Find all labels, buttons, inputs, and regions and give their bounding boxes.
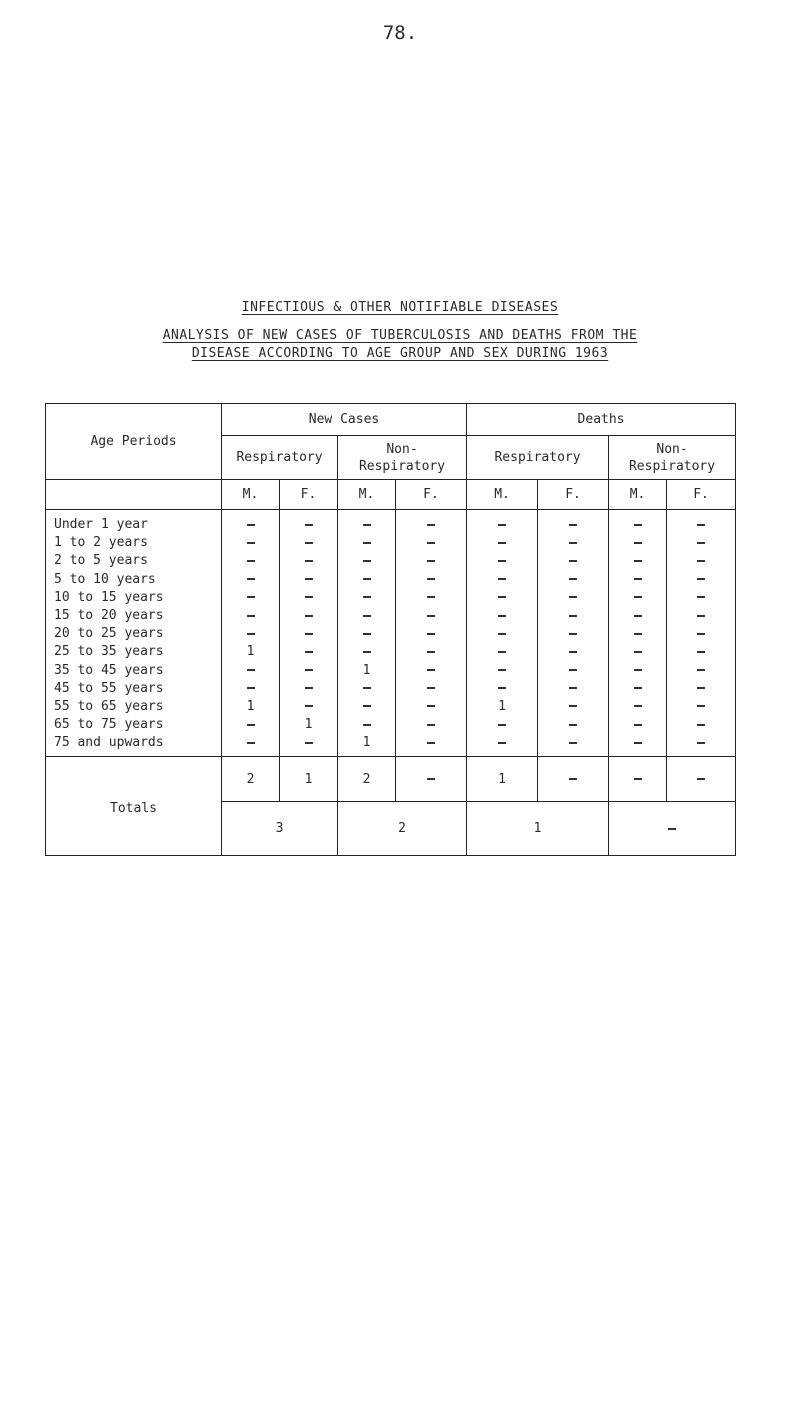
dash-mark (498, 669, 506, 671)
dash-mark (363, 542, 371, 544)
dash-mark (247, 687, 255, 689)
value-cell (538, 680, 609, 698)
dash-mark (569, 687, 577, 689)
dash-mark (697, 578, 705, 580)
combined-total: 2 (338, 802, 467, 856)
age-period-cell: 35 to 45 years (46, 662, 222, 680)
value-cell (338, 534, 396, 552)
dash-mark (634, 705, 642, 707)
age-period-cell: 25 to 35 years (46, 643, 222, 661)
new-cases-header: New Cases (222, 404, 467, 436)
dash-mark (498, 687, 506, 689)
dash-mark (697, 705, 705, 707)
dash-mark (305, 578, 313, 580)
subheader: Respiratory (467, 436, 609, 480)
dash-mark (247, 742, 255, 744)
value-cell (280, 643, 338, 661)
value-cell (280, 589, 338, 607)
value-cell (338, 607, 396, 625)
value-cell (609, 734, 667, 757)
value-cell (222, 589, 280, 607)
age-period-cell: 75 and upwards (46, 734, 222, 757)
dash-mark (305, 542, 313, 544)
dash-mark (569, 778, 577, 780)
value-cell (667, 607, 736, 625)
table-row (46, 680, 736, 698)
sex-header: F. (538, 480, 609, 510)
value-cell (396, 510, 467, 535)
totals-label: Totals (46, 757, 222, 856)
dash-mark (427, 705, 435, 707)
dash-mark (498, 596, 506, 598)
total-cell (667, 757, 736, 802)
table-row (46, 534, 736, 552)
dash-mark (569, 705, 577, 707)
value-cell (338, 552, 396, 570)
dash-mark (697, 669, 705, 671)
value-cell (538, 716, 609, 734)
dash-mark (697, 778, 705, 780)
value-cell (222, 716, 280, 734)
dash-mark (634, 524, 642, 526)
dash-mark (363, 524, 371, 526)
value-cell (609, 698, 667, 716)
value-cell (396, 643, 467, 661)
total-cell: 1 (467, 757, 538, 802)
value-cell: 1 (222, 643, 280, 661)
table-totals (46, 757, 736, 856)
value-cell (467, 734, 538, 757)
combined-total: 1 (467, 802, 609, 856)
combined-total: 3 (222, 802, 338, 856)
dash-mark (569, 615, 577, 617)
value-cell (396, 552, 467, 570)
dash-mark (569, 578, 577, 580)
value-cell (280, 534, 338, 552)
value-cell: 1 (338, 734, 396, 757)
table-row (46, 510, 736, 535)
dash-mark (697, 742, 705, 744)
age-period-cell: 5 to 10 years (46, 571, 222, 589)
value-cell (222, 607, 280, 625)
combined-total (609, 802, 736, 856)
dash-mark (427, 542, 435, 544)
value-cell (538, 643, 609, 661)
dash-mark (305, 560, 313, 562)
value-cell (467, 510, 538, 535)
value-cell (609, 643, 667, 661)
title-line-2-text: DISEASE ACCORDING TO AGE GROUP AND SEX DURING 1963 (191, 346, 609, 361)
dash-mark (569, 524, 577, 526)
dash-mark (697, 596, 705, 598)
value-cell (338, 643, 396, 661)
dash-mark (498, 542, 506, 544)
value-cell (667, 625, 736, 643)
dash-mark (697, 633, 705, 635)
value-cell (338, 680, 396, 698)
value-cell (667, 734, 736, 757)
dash-mark (668, 828, 676, 830)
age-period-cell: 45 to 55 years (46, 680, 222, 698)
value-cell (609, 716, 667, 734)
table-row (46, 552, 736, 570)
dash-mark (634, 687, 642, 689)
value-cell (338, 571, 396, 589)
value-cell (222, 552, 280, 570)
sex-header: M. (467, 480, 538, 510)
dash-mark (247, 524, 255, 526)
dash-mark (305, 705, 313, 707)
dash-mark (427, 596, 435, 598)
deaths-header: Deaths (467, 404, 736, 436)
sex-header: F. (667, 480, 736, 510)
table-row (46, 571, 736, 589)
dash-mark (363, 687, 371, 689)
dash-mark (305, 633, 313, 635)
value-cell (538, 625, 609, 643)
value-cell (467, 571, 538, 589)
value-cell (222, 510, 280, 535)
value-cell (609, 589, 667, 607)
value-cell (538, 571, 609, 589)
dash-mark (427, 633, 435, 635)
value-cell (338, 510, 396, 535)
dash-mark (569, 633, 577, 635)
dash-mark (697, 687, 705, 689)
dash-mark (634, 633, 642, 635)
dash-mark (634, 615, 642, 617)
dash-mark (634, 560, 642, 562)
dash-mark (634, 669, 642, 671)
dash-mark (498, 560, 506, 562)
age-period-cell: 65 to 75 years (46, 716, 222, 734)
value-cell (396, 716, 467, 734)
value-cell (280, 680, 338, 698)
dash-mark (569, 596, 577, 598)
value-cell (338, 625, 396, 643)
value-cell (280, 510, 338, 535)
value-cell (467, 607, 538, 625)
table-row (46, 716, 736, 734)
value-cell (667, 510, 736, 535)
dash-mark (363, 633, 371, 635)
dash-mark (427, 524, 435, 526)
value-cell (609, 662, 667, 680)
value-cell: 1 (467, 698, 538, 716)
value-cell (467, 589, 538, 607)
value-cell: 1 (280, 716, 338, 734)
dash-mark (634, 724, 642, 726)
value-cell (467, 534, 538, 552)
total-cell: 1 (280, 757, 338, 802)
dash-mark (305, 596, 313, 598)
dash-mark (498, 524, 506, 526)
value-cell (222, 625, 280, 643)
age-period-cell: Under 1 year (46, 510, 222, 535)
age-period-cell: 10 to 15 years (46, 589, 222, 607)
value-cell (396, 589, 467, 607)
subheader: Respiratory (222, 436, 338, 480)
title-line-1-text: ANALYSIS OF NEW CASES OF TUBERCULOSIS AND DEATHS FROM THE (162, 328, 638, 343)
dash-mark (247, 542, 255, 544)
dash-mark (305, 669, 313, 671)
value-cell (667, 716, 736, 734)
value-cell (667, 571, 736, 589)
value-cell (467, 662, 538, 680)
value-cell (222, 534, 280, 552)
dash-mark (569, 651, 577, 653)
age-period-cell: 2 to 5 years (46, 552, 222, 570)
dash-mark (697, 724, 705, 726)
value-cell (280, 734, 338, 757)
value-cell (609, 534, 667, 552)
dash-mark (697, 560, 705, 562)
table-header (46, 404, 736, 510)
dash-mark (498, 578, 506, 580)
total-cell: 2 (338, 757, 396, 802)
value-cell (396, 734, 467, 757)
dash-mark (363, 596, 371, 598)
value-cell (609, 552, 667, 570)
dash-mark (569, 724, 577, 726)
value-cell (667, 534, 736, 552)
dash-mark (305, 524, 313, 526)
value-cell (280, 662, 338, 680)
value-cell (222, 662, 280, 680)
dash-mark (498, 633, 506, 635)
value-cell (280, 698, 338, 716)
total-cell: 2 (222, 757, 280, 802)
value-cell (280, 571, 338, 589)
value-cell (609, 625, 667, 643)
table-row (46, 698, 736, 716)
table-row (46, 589, 736, 607)
value-cell (338, 716, 396, 734)
total-cell (538, 757, 609, 802)
age-period-cell: 1 to 2 years (46, 534, 222, 552)
value-cell (538, 589, 609, 607)
dash-mark (247, 633, 255, 635)
dash-mark (697, 542, 705, 544)
dash-mark (634, 542, 642, 544)
dash-mark (247, 596, 255, 598)
value-cell (667, 680, 736, 698)
value-cell (222, 734, 280, 757)
value-cell (467, 680, 538, 698)
dash-mark (498, 651, 506, 653)
dash-mark (305, 687, 313, 689)
tuberculosis-table (45, 403, 736, 856)
dash-mark (247, 669, 255, 671)
dash-mark (427, 724, 435, 726)
dash-mark (363, 560, 371, 562)
dash-mark (427, 669, 435, 671)
value-cell (667, 698, 736, 716)
sex-header: M. (609, 480, 667, 510)
sex-header: F. (280, 480, 338, 510)
dash-mark (427, 560, 435, 562)
value-cell: 1 (222, 698, 280, 716)
dash-mark (569, 560, 577, 562)
value-cell (396, 662, 467, 680)
dash-mark (498, 742, 506, 744)
age-periods-header: Age Periods (46, 404, 222, 480)
title-line-1 (0, 328, 800, 343)
value-cell (280, 607, 338, 625)
dash-mark (247, 560, 255, 562)
dash-mark (498, 615, 506, 617)
value-cell (609, 571, 667, 589)
value-cell (396, 571, 467, 589)
dash-mark (634, 578, 642, 580)
section-heading-text: INFECTIOUS & OTHER NOTIFIABLE DISEASES (241, 300, 559, 315)
dash-mark (697, 651, 705, 653)
dash-mark (427, 742, 435, 744)
value-cell (222, 571, 280, 589)
sex-row-blank (46, 480, 222, 510)
page-number: 78. (382, 22, 418, 44)
dash-mark (427, 778, 435, 780)
value-cell: 1 (338, 662, 396, 680)
value-cell (280, 625, 338, 643)
dash-mark (363, 615, 371, 617)
dash-mark (305, 615, 313, 617)
dash-mark (305, 651, 313, 653)
dash-mark (634, 651, 642, 653)
value-cell (667, 589, 736, 607)
sex-header: M. (338, 480, 396, 510)
value-cell (609, 607, 667, 625)
dash-mark (427, 651, 435, 653)
value-cell (667, 662, 736, 680)
sex-header: M. (222, 480, 280, 510)
value-cell (396, 607, 467, 625)
section-heading (0, 300, 800, 315)
dash-mark (634, 596, 642, 598)
dash-mark (247, 615, 255, 617)
value-cell (667, 643, 736, 661)
value-cell (538, 607, 609, 625)
dash-mark (363, 651, 371, 653)
value-cell (538, 552, 609, 570)
value-cell (467, 716, 538, 734)
dash-mark (697, 524, 705, 526)
dash-mark (569, 742, 577, 744)
dash-mark (363, 724, 371, 726)
age-period-cell: 20 to 25 years (46, 625, 222, 643)
table-row (46, 643, 736, 661)
table-row (46, 734, 736, 757)
age-period-cell: 15 to 20 years (46, 607, 222, 625)
value-cell (338, 698, 396, 716)
value-cell (538, 734, 609, 757)
value-cell (396, 680, 467, 698)
value-cell (609, 510, 667, 535)
dash-mark (363, 705, 371, 707)
dash-mark (634, 742, 642, 744)
value-cell (538, 698, 609, 716)
value-cell (396, 698, 467, 716)
value-cell (538, 534, 609, 552)
value-cell (609, 680, 667, 698)
total-cell (396, 757, 467, 802)
value-cell (280, 552, 338, 570)
value-cell (338, 589, 396, 607)
dash-mark (305, 742, 313, 744)
value-cell (467, 552, 538, 570)
value-cell (467, 625, 538, 643)
dash-mark (363, 578, 371, 580)
dash-mark (498, 724, 506, 726)
table-row (46, 662, 736, 680)
dash-mark (634, 778, 642, 780)
value-cell (538, 510, 609, 535)
subheader: Non- Respiratory (609, 436, 736, 480)
table-body (46, 510, 736, 757)
sex-header: F. (396, 480, 467, 510)
dash-mark (427, 578, 435, 580)
table-row (46, 607, 736, 625)
value-cell (396, 625, 467, 643)
table-row (46, 625, 736, 643)
title-line-2 (0, 346, 800, 361)
value-cell (538, 662, 609, 680)
subheader: Non- Respiratory (338, 436, 467, 480)
value-cell (467, 643, 538, 661)
dash-mark (569, 542, 577, 544)
dash-mark (697, 615, 705, 617)
value-cell (396, 534, 467, 552)
dash-mark (247, 578, 255, 580)
value-cell (667, 552, 736, 570)
total-cell (609, 757, 667, 802)
dash-mark (427, 615, 435, 617)
value-cell (222, 680, 280, 698)
dash-mark (569, 669, 577, 671)
age-period-cell: 55 to 65 years (46, 698, 222, 716)
dash-mark (427, 687, 435, 689)
dash-mark (247, 724, 255, 726)
